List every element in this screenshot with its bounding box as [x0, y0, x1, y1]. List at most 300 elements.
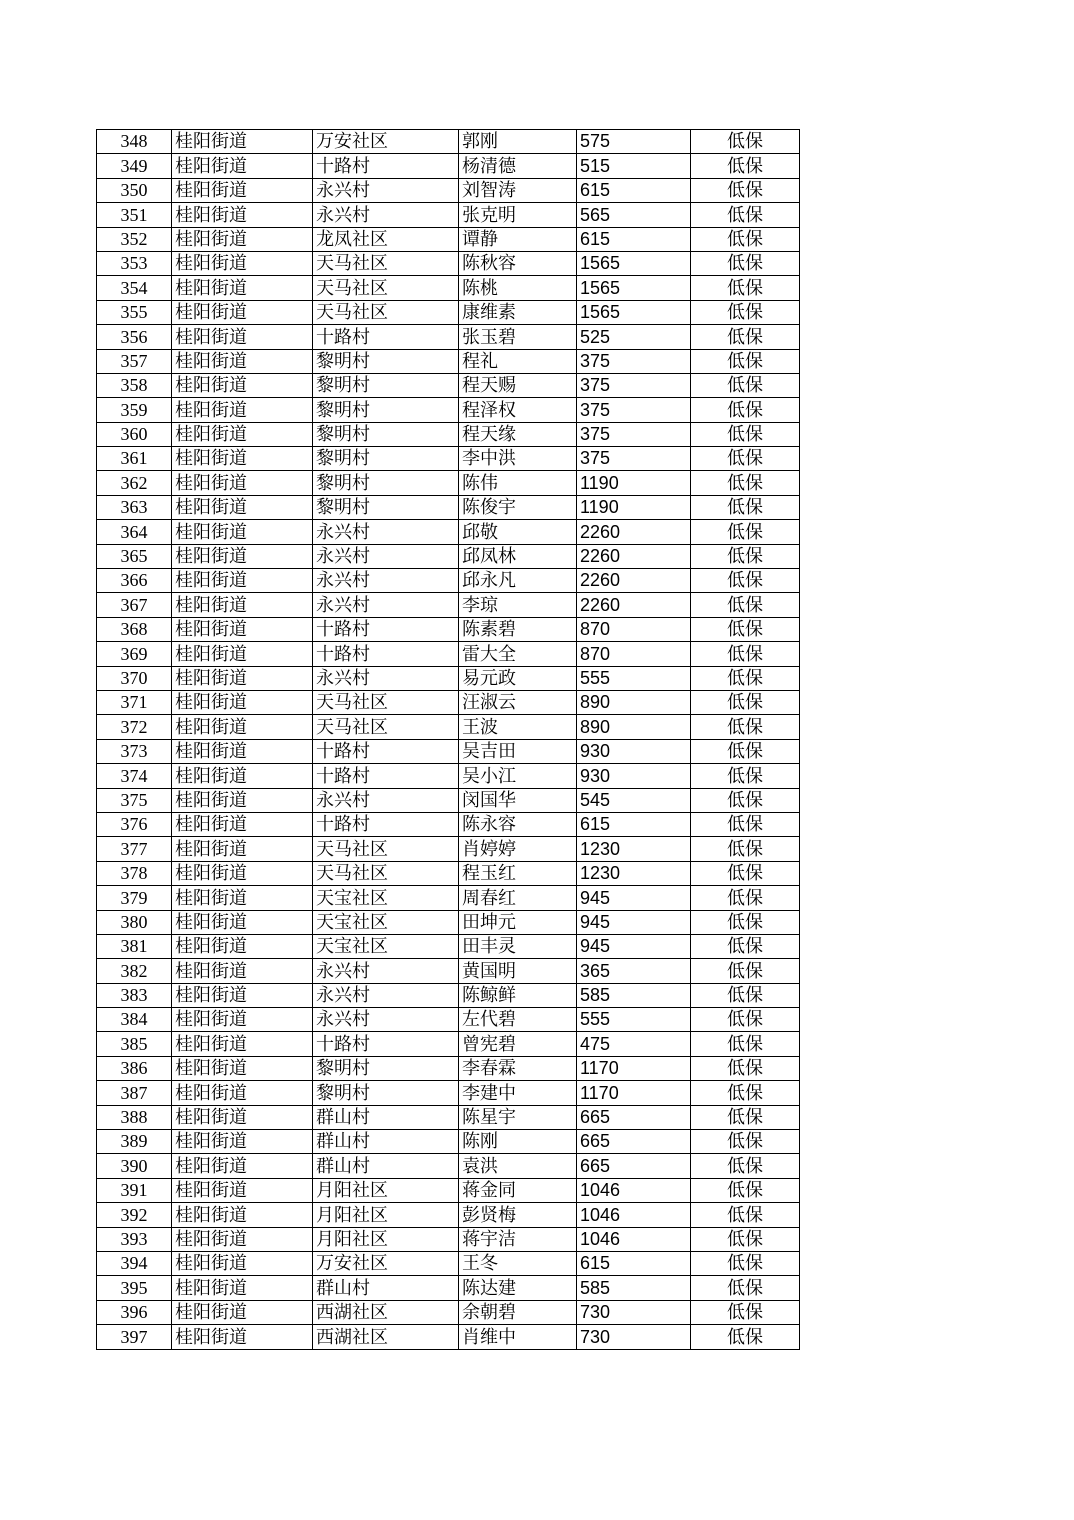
table-row: [97, 617, 800, 641]
row-number-cell: 387: [97, 1081, 172, 1105]
row-number-cell: 368: [97, 617, 172, 641]
row-number-cell: 372: [97, 715, 172, 739]
street-cell: 桂阳街道: [172, 910, 313, 934]
row-number-cell: 384: [97, 1008, 172, 1032]
table-row: [97, 1154, 800, 1178]
row-number-cell: 367: [97, 593, 172, 617]
community-cell: 永兴村: [313, 983, 459, 1007]
name-cell: 陈俊宇: [459, 495, 577, 519]
type-cell: 低保: [691, 812, 800, 836]
community-cell: 天宝社区: [313, 910, 459, 934]
name-cell: 郭刚: [459, 130, 577, 154]
type-cell: 低保: [691, 1227, 800, 1251]
name-cell: 邱凤林: [459, 544, 577, 568]
street-cell: 桂阳街道: [172, 349, 313, 373]
amount-cell: 615: [577, 227, 691, 251]
name-cell: 陈秋容: [459, 251, 577, 275]
type-cell: 低保: [691, 1325, 800, 1349]
table-row: [97, 934, 800, 958]
table-row: [97, 447, 800, 471]
community-cell: 黎明村: [313, 349, 459, 373]
community-cell: 十路村: [313, 642, 459, 666]
type-cell: 低保: [691, 227, 800, 251]
community-cell: 月阳社区: [313, 1227, 459, 1251]
street-cell: 桂阳街道: [172, 886, 313, 910]
type-cell: 低保: [691, 739, 800, 763]
row-number-cell: 356: [97, 325, 172, 349]
amount-cell: 1170: [577, 1056, 691, 1080]
street-cell: 桂阳街道: [172, 398, 313, 422]
name-cell: 程礼: [459, 349, 577, 373]
type-cell: 低保: [691, 544, 800, 568]
type-cell: 低保: [691, 447, 800, 471]
table-row: [97, 1227, 800, 1251]
street-cell: 桂阳街道: [172, 471, 313, 495]
table-row: [97, 227, 800, 251]
amount-cell: 1046: [577, 1178, 691, 1202]
table-row: [97, 1032, 800, 1056]
row-number-cell: 397: [97, 1325, 172, 1349]
name-cell: 闵国华: [459, 788, 577, 812]
type-cell: 低保: [691, 959, 800, 983]
community-cell: 永兴村: [313, 666, 459, 690]
street-cell: 桂阳街道: [172, 373, 313, 397]
table-row: [97, 1178, 800, 1202]
table-row: [97, 422, 800, 446]
type-cell: 低保: [691, 1154, 800, 1178]
amount-cell: 1230: [577, 837, 691, 861]
row-number-cell: 360: [97, 422, 172, 446]
name-cell: 王波: [459, 715, 577, 739]
name-cell: 陈桃: [459, 276, 577, 300]
community-cell: 永兴村: [313, 544, 459, 568]
amount-cell: 945: [577, 886, 691, 910]
row-number-cell: 380: [97, 910, 172, 934]
table-row: [97, 886, 800, 910]
type-cell: 低保: [691, 130, 800, 154]
row-number-cell: 383: [97, 983, 172, 1007]
amount-cell: 870: [577, 617, 691, 641]
name-cell: 陈鲸鲜: [459, 983, 577, 1007]
type-cell: 低保: [691, 1081, 800, 1105]
row-number-cell: 359: [97, 398, 172, 422]
community-cell: 十路村: [313, 739, 459, 763]
street-cell: 桂阳街道: [172, 642, 313, 666]
street-cell: 桂阳街道: [172, 788, 313, 812]
table-row: [97, 764, 800, 788]
amount-cell: 730: [577, 1300, 691, 1324]
row-number-cell: 375: [97, 788, 172, 812]
name-cell: 黄国明: [459, 959, 577, 983]
row-number-cell: 373: [97, 739, 172, 763]
amount-cell: 585: [577, 983, 691, 1007]
street-cell: 桂阳街道: [172, 1154, 313, 1178]
row-number-cell: 364: [97, 520, 172, 544]
table-row: [97, 812, 800, 836]
amount-cell: 665: [577, 1154, 691, 1178]
amount-cell: 1046: [577, 1203, 691, 1227]
type-cell: 低保: [691, 617, 800, 641]
community-cell: 十路村: [313, 154, 459, 178]
row-number-cell: 381: [97, 934, 172, 958]
street-cell: 桂阳街道: [172, 983, 313, 1007]
amount-cell: 665: [577, 1130, 691, 1154]
amount-cell: 475: [577, 1032, 691, 1056]
street-cell: 桂阳街道: [172, 276, 313, 300]
type-cell: 低保: [691, 520, 800, 544]
amount-cell: 1230: [577, 861, 691, 885]
table-row: [97, 325, 800, 349]
type-cell: 低保: [691, 1032, 800, 1056]
name-cell: 吴小江: [459, 764, 577, 788]
community-cell: 天马社区: [313, 251, 459, 275]
street-cell: 桂阳街道: [172, 325, 313, 349]
row-number-cell: 350: [97, 178, 172, 202]
street-cell: 桂阳街道: [172, 520, 313, 544]
amount-cell: 585: [577, 1276, 691, 1300]
table-row: [97, 373, 800, 397]
amount-cell: 365: [577, 959, 691, 983]
name-cell: 李琼: [459, 593, 577, 617]
street-cell: 桂阳街道: [172, 715, 313, 739]
row-number-cell: 353: [97, 251, 172, 275]
amount-cell: 2260: [577, 520, 691, 544]
type-cell: 低保: [691, 788, 800, 812]
table-row: [97, 690, 800, 714]
type-cell: 低保: [691, 934, 800, 958]
name-cell: 蒋宇洁: [459, 1227, 577, 1251]
name-cell: 袁洪: [459, 1154, 577, 1178]
amount-cell: 375: [577, 373, 691, 397]
community-cell: 永兴村: [313, 593, 459, 617]
street-cell: 桂阳街道: [172, 617, 313, 641]
row-number-cell: 393: [97, 1227, 172, 1251]
row-number-cell: 378: [97, 861, 172, 885]
amount-cell: 375: [577, 349, 691, 373]
street-cell: 桂阳街道: [172, 666, 313, 690]
community-cell: 永兴村: [313, 569, 459, 593]
name-cell: 陈达建: [459, 1276, 577, 1300]
amount-cell: 1565: [577, 300, 691, 324]
table-row: [97, 910, 800, 934]
street-cell: 桂阳街道: [172, 130, 313, 154]
street-cell: 桂阳街道: [172, 837, 313, 861]
row-number-cell: 348: [97, 130, 172, 154]
table-row: [97, 398, 800, 422]
table-row: [97, 495, 800, 519]
type-cell: 低保: [691, 764, 800, 788]
name-cell: 余朝碧: [459, 1300, 577, 1324]
street-cell: 桂阳街道: [172, 447, 313, 471]
name-cell: 陈星宇: [459, 1105, 577, 1129]
amount-cell: 945: [577, 934, 691, 958]
type-cell: 低保: [691, 1130, 800, 1154]
community-cell: 龙凤社区: [313, 227, 459, 251]
amount-cell: 1565: [577, 251, 691, 275]
type-cell: 低保: [691, 1008, 800, 1032]
type-cell: 低保: [691, 715, 800, 739]
type-cell: 低保: [691, 861, 800, 885]
name-cell: 曾宪碧: [459, 1032, 577, 1056]
community-cell: 永兴村: [313, 178, 459, 202]
name-cell: 蒋金同: [459, 1178, 577, 1202]
community-cell: 月阳社区: [313, 1178, 459, 1202]
row-number-cell: 357: [97, 349, 172, 373]
community-cell: 万安社区: [313, 130, 459, 154]
amount-cell: 2260: [577, 544, 691, 568]
community-cell: 天马社区: [313, 276, 459, 300]
row-number-cell: 371: [97, 690, 172, 714]
street-cell: 桂阳街道: [172, 1081, 313, 1105]
name-cell: 陈永容: [459, 812, 577, 836]
community-cell: 西湖社区: [313, 1325, 459, 1349]
row-number-cell: 390: [97, 1154, 172, 1178]
amount-cell: 1046: [577, 1227, 691, 1251]
table-row: [97, 1251, 800, 1275]
community-cell: 永兴村: [313, 203, 459, 227]
table-row: [97, 837, 800, 861]
table-row: [97, 1203, 800, 1227]
data-table: [96, 129, 800, 1350]
row-number-cell: 361: [97, 447, 172, 471]
amount-cell: 375: [577, 422, 691, 446]
community-cell: 永兴村: [313, 520, 459, 544]
name-cell: 易元政: [459, 666, 577, 690]
name-cell: 程天赐: [459, 373, 577, 397]
amount-cell: 1170: [577, 1081, 691, 1105]
amount-cell: 375: [577, 398, 691, 422]
table-row: [97, 154, 800, 178]
row-number-cell: 386: [97, 1056, 172, 1080]
community-cell: 黎明村: [313, 1081, 459, 1105]
street-cell: 桂阳街道: [172, 764, 313, 788]
table-row: [97, 1276, 800, 1300]
name-cell: 王冬: [459, 1251, 577, 1275]
row-number-cell: 352: [97, 227, 172, 251]
type-cell: 低保: [691, 983, 800, 1007]
table-row: [97, 276, 800, 300]
name-cell: 汪淑云: [459, 690, 577, 714]
table-row: [97, 1105, 800, 1129]
street-cell: 桂阳街道: [172, 1203, 313, 1227]
community-cell: 天宝社区: [313, 934, 459, 958]
street-cell: 桂阳街道: [172, 1325, 313, 1349]
community-cell: 天宝社区: [313, 886, 459, 910]
type-cell: 低保: [691, 398, 800, 422]
amount-cell: 730: [577, 1325, 691, 1349]
type-cell: 低保: [691, 1300, 800, 1324]
type-cell: 低保: [691, 1178, 800, 1202]
type-cell: 低保: [691, 886, 800, 910]
row-number-cell: 362: [97, 471, 172, 495]
community-cell: 群山村: [313, 1154, 459, 1178]
name-cell: 程泽权: [459, 398, 577, 422]
type-cell: 低保: [691, 300, 800, 324]
community-cell: 永兴村: [313, 959, 459, 983]
type-cell: 低保: [691, 178, 800, 202]
community-cell: 黎明村: [313, 422, 459, 446]
row-number-cell: 392: [97, 1203, 172, 1227]
table-row: [97, 715, 800, 739]
table-row: [97, 1008, 800, 1032]
community-cell: 永兴村: [313, 788, 459, 812]
amount-cell: 545: [577, 788, 691, 812]
amount-cell: 615: [577, 1251, 691, 1275]
type-cell: 低保: [691, 1056, 800, 1080]
community-cell: 黎明村: [313, 1056, 459, 1080]
row-number-cell: 355: [97, 300, 172, 324]
amount-cell: 2260: [577, 569, 691, 593]
street-cell: 桂阳街道: [172, 959, 313, 983]
name-cell: 李春霖: [459, 1056, 577, 1080]
community-cell: 黎明村: [313, 471, 459, 495]
row-number-cell: 376: [97, 812, 172, 836]
amount-cell: 870: [577, 642, 691, 666]
community-cell: 黎明村: [313, 495, 459, 519]
street-cell: 桂阳街道: [172, 1300, 313, 1324]
name-cell: 雷大全: [459, 642, 577, 666]
street-cell: 桂阳街道: [172, 690, 313, 714]
name-cell: 李中洪: [459, 447, 577, 471]
name-cell: 陈伟: [459, 471, 577, 495]
street-cell: 桂阳街道: [172, 593, 313, 617]
name-cell: 谭静: [459, 227, 577, 251]
row-number-cell: 388: [97, 1105, 172, 1129]
amount-cell: 1565: [577, 276, 691, 300]
street-cell: 桂阳街道: [172, 1276, 313, 1300]
street-cell: 桂阳街道: [172, 495, 313, 519]
amount-cell: 525: [577, 325, 691, 349]
street-cell: 桂阳街道: [172, 544, 313, 568]
amount-cell: 575: [577, 130, 691, 154]
amount-cell: 930: [577, 739, 691, 763]
community-cell: 十路村: [313, 764, 459, 788]
table-row: [97, 1056, 800, 1080]
amount-cell: 565: [577, 203, 691, 227]
name-cell: 陈素碧: [459, 617, 577, 641]
street-cell: 桂阳街道: [172, 1130, 313, 1154]
table-row: [97, 983, 800, 1007]
type-cell: 低保: [691, 690, 800, 714]
amount-cell: 615: [577, 812, 691, 836]
street-cell: 桂阳街道: [172, 1105, 313, 1129]
type-cell: 低保: [691, 1105, 800, 1129]
name-cell: 杨清德: [459, 154, 577, 178]
community-cell: 群山村: [313, 1130, 459, 1154]
street-cell: 桂阳街道: [172, 203, 313, 227]
community-cell: 天马社区: [313, 861, 459, 885]
row-number-cell: 363: [97, 495, 172, 519]
row-number-cell: 379: [97, 886, 172, 910]
row-number-cell: 394: [97, 1251, 172, 1275]
name-cell: 邱敬: [459, 520, 577, 544]
table-row: [97, 959, 800, 983]
type-cell: 低保: [691, 251, 800, 275]
name-cell: 康维素: [459, 300, 577, 324]
type-cell: 低保: [691, 1276, 800, 1300]
table-row: [97, 666, 800, 690]
amount-cell: 555: [577, 1008, 691, 1032]
community-cell: 西湖社区: [313, 1300, 459, 1324]
table-row: [97, 544, 800, 568]
community-cell: 天马社区: [313, 715, 459, 739]
type-cell: 低保: [691, 593, 800, 617]
street-cell: 桂阳街道: [172, 861, 313, 885]
community-cell: 万安社区: [313, 1251, 459, 1275]
street-cell: 桂阳街道: [172, 1227, 313, 1251]
row-number-cell: 370: [97, 666, 172, 690]
row-number-cell: 358: [97, 373, 172, 397]
type-cell: 低保: [691, 276, 800, 300]
street-cell: 桂阳街道: [172, 300, 313, 324]
table-row: [97, 130, 800, 154]
community-cell: 十路村: [313, 812, 459, 836]
table-row: [97, 178, 800, 202]
amount-cell: 2260: [577, 593, 691, 617]
table-row: [97, 569, 800, 593]
row-number-cell: 391: [97, 1178, 172, 1202]
table-row: [97, 861, 800, 885]
community-cell: 黎明村: [313, 373, 459, 397]
table-row: [97, 739, 800, 763]
amount-cell: 665: [577, 1105, 691, 1129]
row-number-cell: 351: [97, 203, 172, 227]
name-cell: 刘智涛: [459, 178, 577, 202]
row-number-cell: 354: [97, 276, 172, 300]
street-cell: 桂阳街道: [172, 1251, 313, 1275]
amount-cell: 555: [577, 666, 691, 690]
type-cell: 低保: [691, 910, 800, 934]
name-cell: 张玉碧: [459, 325, 577, 349]
street-cell: 桂阳街道: [172, 569, 313, 593]
type-cell: 低保: [691, 642, 800, 666]
community-cell: 月阳社区: [313, 1203, 459, 1227]
row-number-cell: 389: [97, 1130, 172, 1154]
type-cell: 低保: [691, 373, 800, 397]
row-number-cell: 382: [97, 959, 172, 983]
street-cell: 桂阳街道: [172, 812, 313, 836]
community-cell: 黎明村: [313, 398, 459, 422]
row-number-cell: 349: [97, 154, 172, 178]
row-number-cell: 365: [97, 544, 172, 568]
name-cell: 程玉红: [459, 861, 577, 885]
row-number-cell: 374: [97, 764, 172, 788]
name-cell: 李建中: [459, 1081, 577, 1105]
community-cell: 天马社区: [313, 690, 459, 714]
name-cell: 田坤元: [459, 910, 577, 934]
table-row: [97, 1325, 800, 1349]
community-cell: 天马社区: [313, 837, 459, 861]
type-cell: 低保: [691, 837, 800, 861]
table-row: [97, 1081, 800, 1105]
row-number-cell: 396: [97, 1300, 172, 1324]
amount-cell: 930: [577, 764, 691, 788]
type-cell: 低保: [691, 325, 800, 349]
table-row: [97, 520, 800, 544]
row-number-cell: 369: [97, 642, 172, 666]
street-cell: 桂阳街道: [172, 934, 313, 958]
name-cell: 肖维中: [459, 1325, 577, 1349]
table-row: [97, 349, 800, 373]
name-cell: 肖婷婷: [459, 837, 577, 861]
type-cell: 低保: [691, 349, 800, 373]
community-cell: 十路村: [313, 1032, 459, 1056]
row-number-cell: 385: [97, 1032, 172, 1056]
street-cell: 桂阳街道: [172, 1032, 313, 1056]
type-cell: 低保: [691, 666, 800, 690]
type-cell: 低保: [691, 471, 800, 495]
type-cell: 低保: [691, 1251, 800, 1275]
